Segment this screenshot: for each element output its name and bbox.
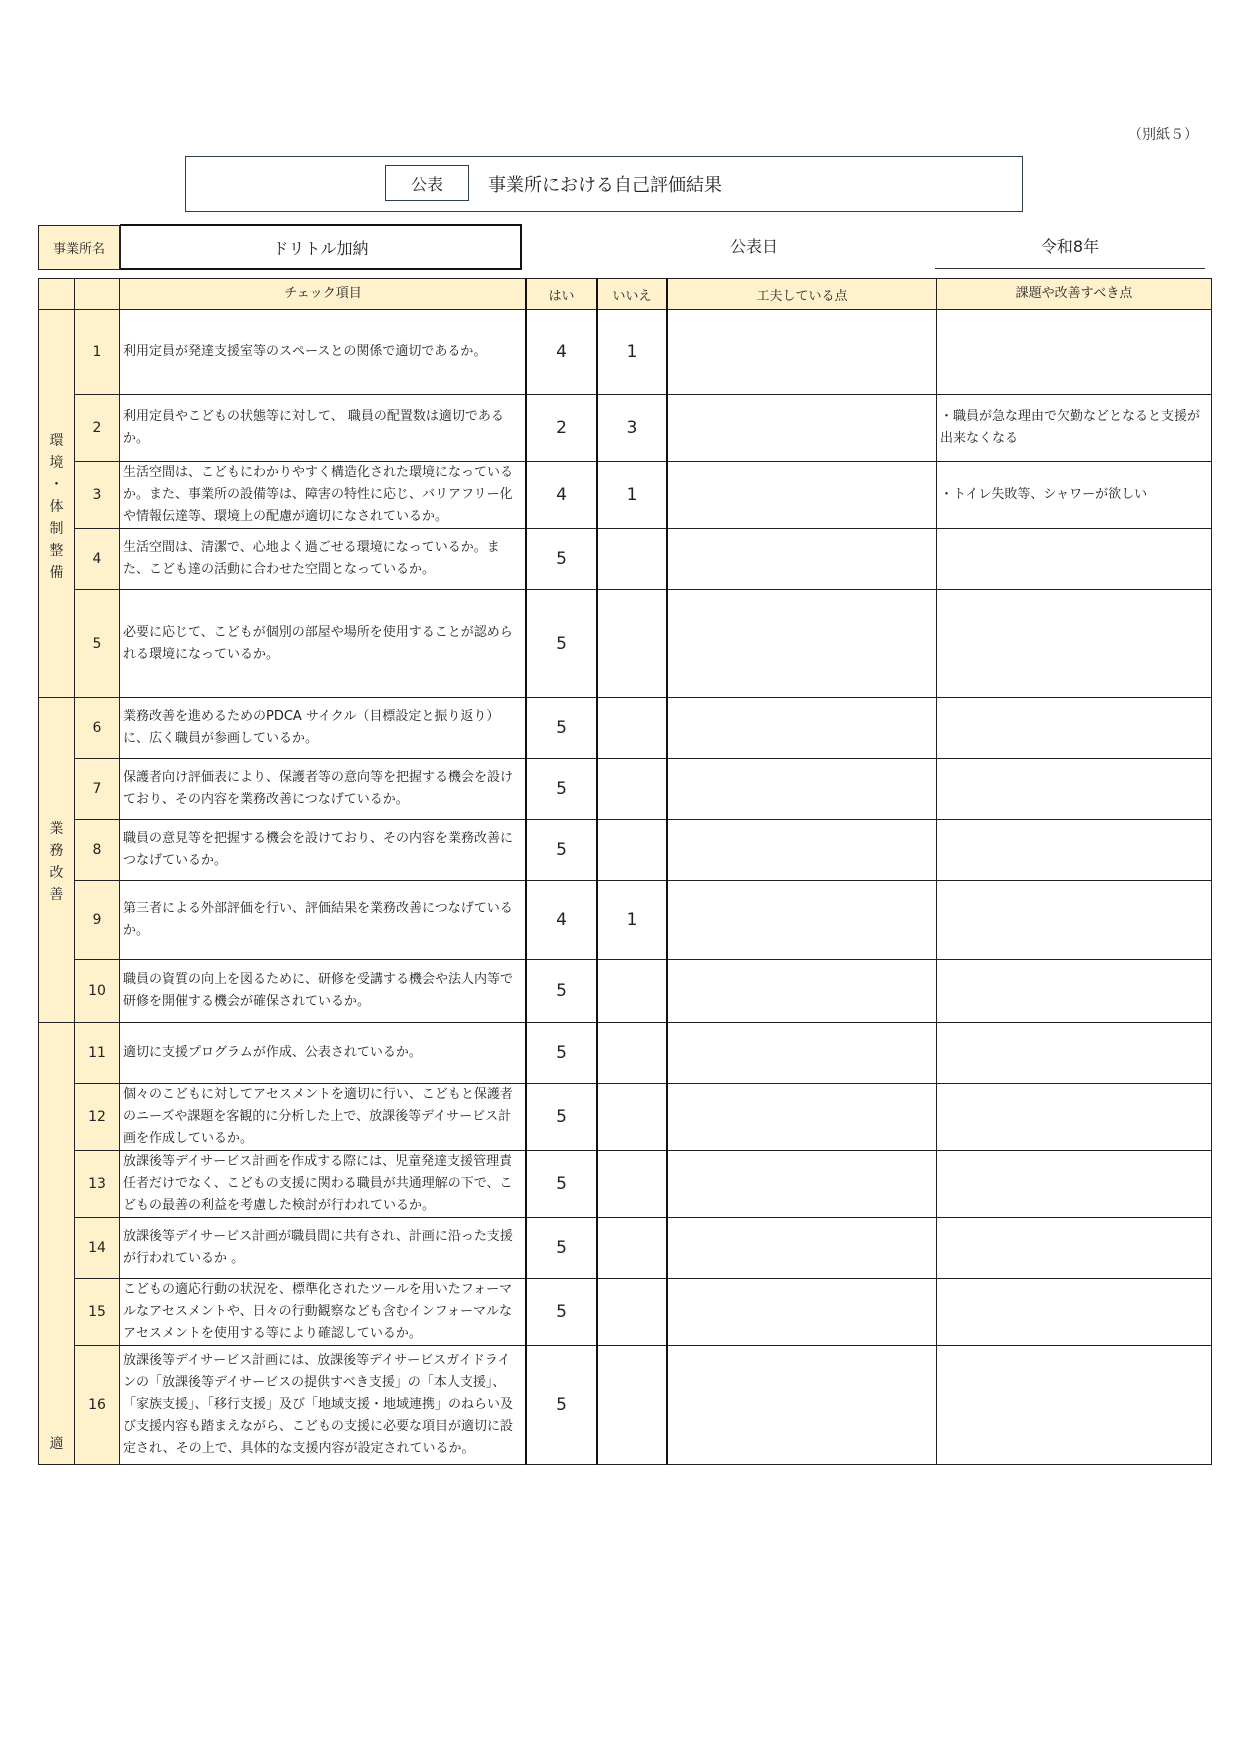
table-row [39,1023,1212,1084]
issues-cell [937,881,1212,960]
check-item-text: 生活空間は、こどもにわかりやすく構造化された環境になっているか。また、事業所の設備等は、障害の特性に応じ、バリアフリー化や情報伝達等、環境上の配慮が適切になされているか。 [120,462,527,529]
table-row [39,881,1212,960]
check-item-text: 第三者による外部評価を行い、評価結果を業務改善につなげているか。 [120,881,527,960]
yes-count: 5 [526,759,597,820]
table-row [39,960,1212,1023]
category-char: 善 [49,887,64,903]
yes-count: 5 [526,820,597,881]
issues-cell: ・トイレ失敗等、シャワーが欲しい [937,462,1212,529]
yes-count: 4 [526,462,597,529]
issues-cell [937,529,1212,590]
no-count [597,1023,667,1084]
no-count [597,529,667,590]
check-item-text: 個々のこどもに対してアセスメントを適切に行い、こどもと保護者のニーズや課題を客観的に分析した上で、放課後等デイサービス計画を作成しているか。 [120,1084,527,1151]
page-title: 事業所における自己評価結果 [488,175,722,196]
category-label [39,1023,74,1455]
yes-count: 5 [526,1218,597,1279]
item-number: 11 [75,1023,120,1084]
office-name-label: 事業所名 [38,225,120,270]
ideas-cell [667,395,937,462]
ideas-cell [667,462,937,529]
item-number: 12 [75,1084,120,1151]
issues-cell [937,1151,1212,1218]
col-header-check-item: チェック項目 [120,279,527,310]
table-body [39,310,1212,1465]
issues-cell [937,1084,1212,1151]
evaluation-table [38,278,1212,1465]
issues-cell [937,1023,1212,1084]
table-row [39,1084,1212,1151]
office-name-value: ドリトル加納 [120,224,522,270]
no-count: 1 [597,881,667,960]
check-item-text: 生活空間は、清潔で、心地よく過ごせる環境になっているか。また、こども達の活動に合わせた空間となっているか。 [120,529,527,590]
ideas-cell [667,759,937,820]
issues-cell [937,698,1212,759]
check-item-text: 職員の資質の向上を図るために、研修を受講する機会や法人内等で研修を開催する機会が確保されているか。 [120,960,527,1023]
yes-count: 5 [526,960,597,1023]
publication-date-value: 令和8年 [1040,237,1100,256]
ideas-cell [667,1084,937,1151]
yes-count: 5 [526,1084,597,1151]
table-row [39,698,1212,759]
ideas-cell [667,1346,937,1465]
yes-count: 5 [526,1279,597,1346]
no-count [597,1218,667,1279]
no-count [597,1279,667,1346]
issues-cell [937,1218,1212,1279]
table-header-row [39,279,1212,310]
yes-count: 5 [526,529,597,590]
table-row [39,529,1212,590]
issues-cell [937,590,1212,698]
category-char: 環 [49,433,64,449]
table-row [39,759,1212,820]
category-char: 整 [49,543,64,559]
no-count [597,759,667,820]
yes-count: 4 [526,310,597,395]
category-char: 制 [49,521,64,537]
ideas-cell [667,1279,937,1346]
table-row [39,1218,1212,1279]
no-count: 1 [597,310,667,395]
ideas-cell [667,1023,937,1084]
issues-cell [937,1279,1212,1346]
check-item-text: 職員の意見等を把握する機会を設けており、その内容を業務改善につなげているか。 [120,820,527,881]
check-item-text: 放課後等デイサービス計画が職員間に共有され、計画に沿った支援が行われているか 。 [120,1218,527,1279]
category-cell [39,1023,75,1465]
yes-count: 5 [526,1023,597,1084]
item-number: 16 [75,1346,120,1465]
table-row [39,395,1212,462]
yes-count: 5 [526,1151,597,1218]
yes-count: 5 [526,590,597,698]
no-count [597,820,667,881]
col-header-number [75,279,120,310]
check-item-text: 放課後等デイサービス計画には、放課後等デイサービスガイドラインの「放課後等デイサービスの提供すべき支援」の「本人支援」、「家族支援」、「移行支援」及び「地域支援・地域連携」のねらい及び支援内容も踏まえながら、こどもの支援に必要な項目が適切に設定され、その上で、具体的な支援内容が設定されているか。 [120,1346,527,1465]
category-char: 体 [49,499,64,515]
no-count [597,960,667,1023]
category-label [39,698,74,906]
category-cell [39,698,75,1023]
publication-badge: 公表 [385,165,469,201]
table-row [39,1346,1212,1465]
item-number: 8 [75,820,120,881]
issues-cell [937,960,1212,1023]
category-char: 業 [49,821,64,837]
category-label [39,310,74,584]
issues-cell [937,820,1212,881]
check-item-text: 利用定員やこどもの状態等に対して、 職員の配置数は適切であるか。 [120,395,527,462]
table-row [39,1151,1212,1218]
ideas-cell [667,310,937,395]
table-row [39,462,1212,529]
yes-count: 5 [526,698,597,759]
ideas-cell [667,590,937,698]
item-number: 14 [75,1218,120,1279]
check-item-text: 利用定員が発達支援室等のスペースとの関係で適切であるか。 [120,310,527,395]
yes-count: 5 [526,1346,597,1465]
item-number: 13 [75,1151,120,1218]
item-number: 5 [75,590,120,698]
item-number: 3 [75,462,120,529]
item-number: 6 [75,698,120,759]
category-char: ・ [49,477,64,493]
item-number: 10 [75,960,120,1023]
category-char: 改 [49,865,64,881]
issues-cell [937,1346,1212,1465]
no-count: 3 [597,395,667,462]
item-number: 4 [75,529,120,590]
ideas-cell [667,820,937,881]
item-number: 1 [75,310,120,395]
issues-cell [937,310,1212,395]
table-row [39,1279,1212,1346]
col-header-yes: はい [526,279,597,310]
appendix-label: （別紙５） [1128,127,1198,143]
check-item-text: 放課後等デイサービス計画を作成する際には、児童発達支援管理責任者だけでなく、こどもの支援に関わる職員が共通理解の下で、こどもの最善の利益を考慮した検討が行われているか。 [120,1151,527,1218]
item-number: 2 [75,395,120,462]
no-count [597,1084,667,1151]
ideas-cell [667,1151,937,1218]
yes-count: 4 [526,881,597,960]
check-item-text: 必要に応じて、こどもが個別の部屋や場所を使用することが認められる環境になっているか。 [120,590,527,698]
category-char: 務 [49,843,64,859]
check-item-text: こどもの適応行動の状況を、標準化されたツールを用いたフォーマルなアセスメントや、日々の行動観察なども含むインフォーマルなアセスメントを使用する等により確認しているか。 [120,1279,527,1346]
ideas-cell [667,698,937,759]
publication-date-underline [935,268,1205,269]
table-row [39,310,1212,395]
check-item-text: 業務改善を進めるためのPDCA サイクル（目標設定と振り返り）に、広く職員が参画しているか。 [120,698,527,759]
category-char: 境 [49,455,64,471]
table-row [39,820,1212,881]
ideas-cell [667,529,937,590]
check-item-text: 保護者向け評価表により、保護者等の意向等を把握する機会を設けており、その内容を業務改善につなげているか。 [120,759,527,820]
item-number: 9 [75,881,120,960]
ideas-cell [667,881,937,960]
ideas-cell [667,960,937,1023]
no-count: 1 [597,462,667,529]
no-count [597,590,667,698]
col-header-no: いいえ [597,279,667,310]
col-header-category [39,279,75,310]
no-count [597,698,667,759]
table-row [39,590,1212,698]
issues-cell: ・職員が急な理由で欠勤などとなると支援が出来なくなる [937,395,1212,462]
no-count [597,1346,667,1465]
check-item-text: 適切に支援プログラムが作成、公表されているか。 [120,1023,527,1084]
col-header-ideas: 工夫している点 [667,279,937,310]
category-char: 備 [49,565,64,581]
category-cell [39,310,75,698]
col-header-issues: 課題や改善すべき点 [937,279,1212,310]
category-char: 適 [49,1436,64,1452]
yes-count: 2 [526,395,597,462]
ideas-cell [667,1218,937,1279]
item-number: 15 [75,1279,120,1346]
no-count [597,1151,667,1218]
issues-cell [937,759,1212,820]
item-number: 7 [75,759,120,820]
publication-date-label: 公表日 [730,237,779,256]
